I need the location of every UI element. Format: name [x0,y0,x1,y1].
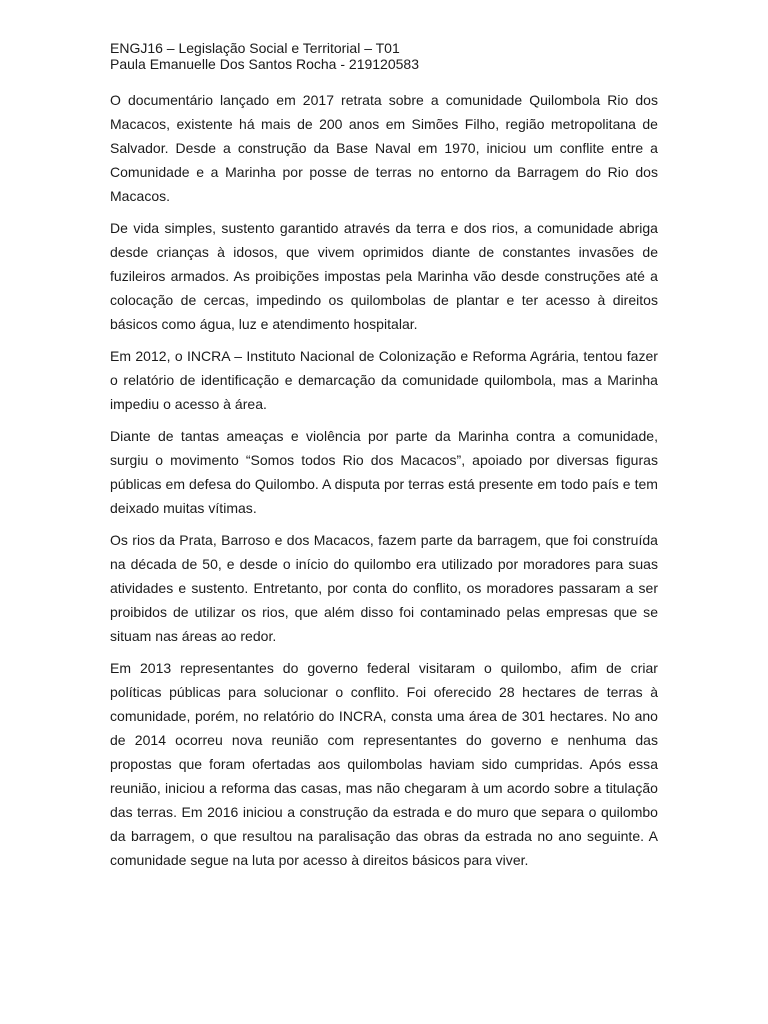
author-line: Paula Emanuelle Dos Santos Rocha - 219120583 [110,56,419,72]
document-page [110,40,658,880]
paragraph-4: Diante de tantas ameaças e violência por parte da Marinha contra a comunidade, surgiu o movimento “Somos todos Rio dos Macacos”, apoiado por diversas figuras públicas em defesa do Quilombo. A disputa por terras está presente em todo país e tem deixado muitas vítimas. [110,428,658,516]
paragraph-6: Em 2013 representantes do governo federal visitaram o quilombo, afim de criar políticas públicas para solucionar o conflito. Foi oferecido 28 hectares de terras à comunidade, porém, no relatório do INCRA, consta uma área de 301 hectares. No ano de 2014 ocorreu nova reunião com representantes do governo e nenhuma das propostas que foram ofertadas aos quilombolas haviam sido cumpridas. Após essa reunião, iniciou a reforma das casas, mas não chegaram à um acordo sobre a titulação das terras. Em 2016 iniciou a construção da estrada e do muro que separa o quilombo da barragem, o que resultou na paralisação das obras da estrada no ano seguinte. A comunidade segue na luta por acesso à direitos básicos para viver. [110,660,658,868]
document-body [110,88,658,872]
paragraph-3: Em 2012, o INCRA – Instituto Nacional de Colonização e Reforma Agrária, tentou fazer o relatório de identificação e demarcação da comunidade quilombola, mas a Marinha impediu o acesso à área. [110,348,658,412]
paragraph-5: Os rios da Prata, Barroso e dos Macacos, fazem parte da barragem, que foi construída na década de 50, e desde o início do quilombo era utilizado por moradores para suas atividades e sustento. Entretanto, por conta do conflito, os moradores passaram a ser proibidos de utilizar os rios, que além disso foi contaminado pelas empresas que se situam nas áreas ao redor. [110,532,658,644]
paragraph-2: De vida simples, sustento garantido através da terra e dos rios, a comunidade abriga desde crianças à idosos, que vivem oprimidos diante de constantes invasões de fuzileiros armados. As proibições impostas pela Marinha vão desde construções até a colocação de cercas, impedindo os quilombolas de plantar e ter acesso à direitos básicos como água, luz e atendimento hospitalar. [110,220,658,332]
paragraph-1: O documentário lançado em 2017 retrata sobre a comunidade Quilombola Rio dos Macacos, existente há mais de 200 anos em Simões Filho, região metropolitana de Salvador. Desde a construção da Base Naval em 1970, iniciou um conflite entre a Comunidade e a Marinha por posse de terras no entorno da Barragem do Rio dos Macacos. [110,92,658,204]
course-title: ENGJ16 – Legislação Social e Territorial – T01 [110,40,400,56]
document-header [110,40,658,72]
